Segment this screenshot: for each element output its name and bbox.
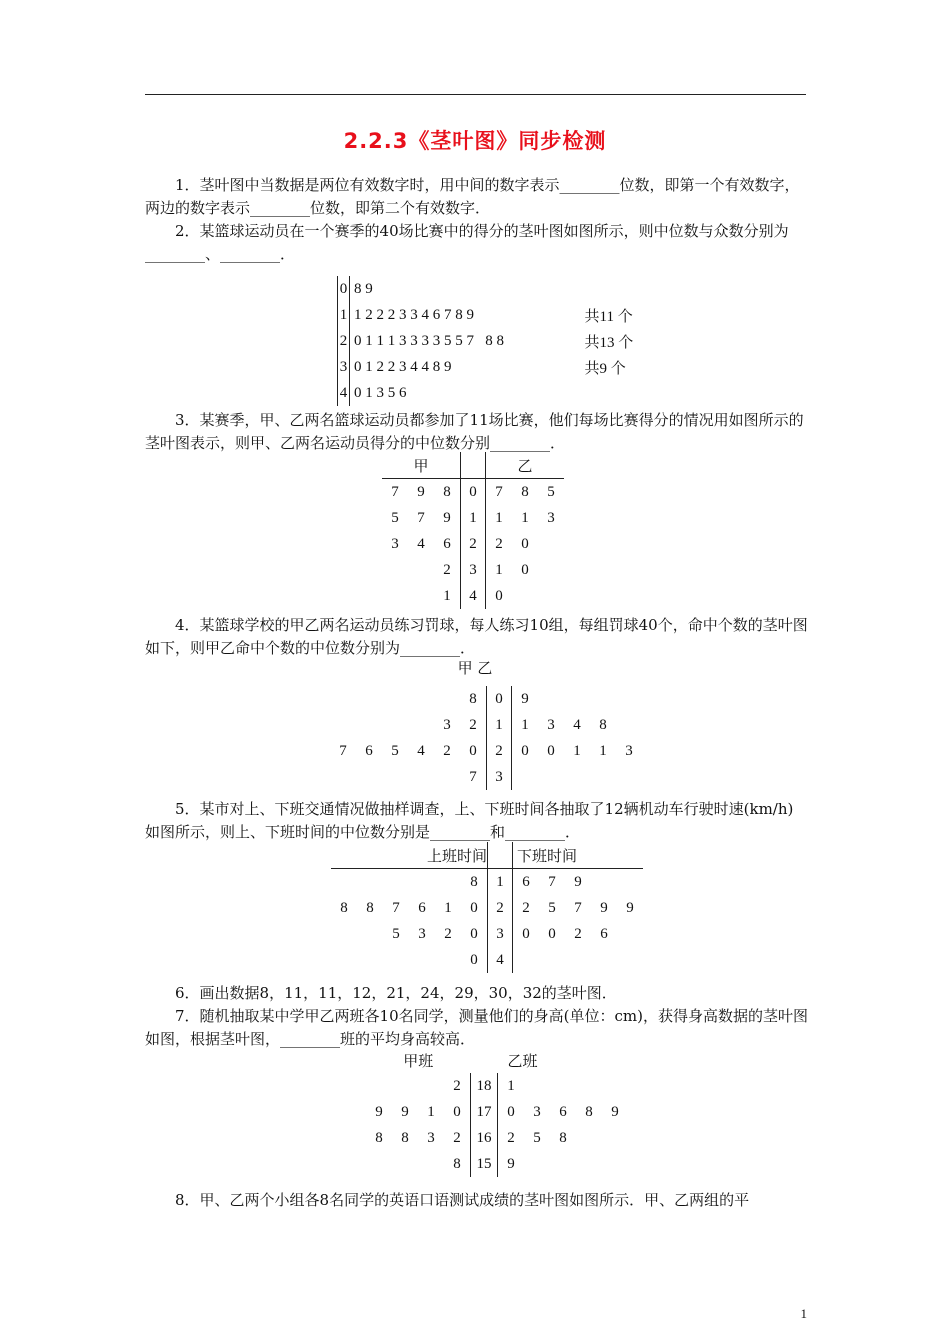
left-leaf: 1 <box>443 587 451 604</box>
left-leaf <box>408 686 434 712</box>
stem-value: 17 <box>471 1099 498 1125</box>
right-leaf <box>617 947 643 973</box>
left-leaf <box>356 712 382 738</box>
left-leaf: 0 <box>470 951 478 968</box>
stem-value: 1 <box>461 505 486 531</box>
right-leaf: 7 <box>548 873 556 890</box>
left-leaf: 8 <box>366 899 374 916</box>
chart-row <box>338 380 665 406</box>
right-leaf: 0 <box>521 535 529 552</box>
left-leaf <box>366 1151 392 1177</box>
left-leaf <box>418 1073 444 1099</box>
chart-row <box>366 1073 628 1099</box>
left-leaf <box>418 1151 444 1177</box>
left-leaf <box>330 712 356 738</box>
chart-row <box>382 505 564 531</box>
leaf-count: 共9 个 <box>584 360 626 377</box>
leaf-values: 0 1 1 1 3 3 3 3 5 5 7 8 8 <box>354 332 504 349</box>
left-leaf: 0 <box>470 899 478 916</box>
stem-value: 0 <box>487 686 512 712</box>
right-leaf: 8 <box>585 1103 593 1120</box>
right-leaf: 2 <box>574 925 582 942</box>
left-leaf: 2 <box>453 1077 461 1094</box>
right-leaf: 0 <box>548 925 556 942</box>
chart-row <box>366 1099 628 1125</box>
stem-value: 0 <box>338 276 350 302</box>
question-8: 8．甲、乙两个小组各8名同学的英语口语测试成绩的茎叶图如图所示．甲、乙两组的平 <box>175 1191 750 1209</box>
leaf-values: 1 2 2 2 3 3 4 6 7 8 9 <box>354 306 474 323</box>
chart-row <box>331 947 643 973</box>
left-leaf <box>408 557 434 583</box>
left-leaf: 2 <box>443 742 451 759</box>
right-leaf <box>602 1125 628 1151</box>
left-leaf: 7 <box>392 899 400 916</box>
right-leaf <box>616 764 642 790</box>
chart-row <box>382 531 564 557</box>
leaf-values: 0 1 2 2 3 4 4 8 9 <box>354 358 452 375</box>
right-leaf: 2 <box>522 899 530 916</box>
right-leaf <box>538 531 564 557</box>
stem-value: 16 <box>471 1125 498 1151</box>
chart-row <box>382 583 564 609</box>
chart-row <box>331 895 643 921</box>
left-leaf: 8 <box>340 899 348 916</box>
right-leaf: 1 <box>495 509 503 526</box>
chart-row <box>338 328 665 354</box>
left-leaf: 4 <box>417 535 425 552</box>
right-leaf <box>513 947 540 973</box>
right-leaf: 6 <box>522 873 530 890</box>
left-leaf: 6 <box>443 535 451 552</box>
chart-row <box>330 764 642 790</box>
right-leaf: 9 <box>507 1155 515 1172</box>
left-leaf <box>408 712 434 738</box>
left-leaf <box>330 686 356 712</box>
left-group-label: 甲班 <box>403 1053 434 1070</box>
left-leaf <box>382 712 408 738</box>
left-leaf <box>434 764 460 790</box>
chart-row <box>338 302 665 328</box>
left-leaf <box>356 764 382 790</box>
question-3: 3．某赛季，甲、乙两名篮球运动员都参加了11场比赛，他们每场比赛得分的情况用如图所示的茎叶图表示，则甲、乙两名运动员得分的中位数分别________． <box>145 411 804 452</box>
left-leaf: 7 <box>391 483 399 500</box>
chart-q4-header: 甲 乙 <box>457 659 493 677</box>
left-leaf: 8 <box>453 1155 461 1172</box>
stem-leaf-chart-q3 <box>382 452 564 609</box>
right-leaf: 0 <box>522 925 530 942</box>
right-leaf: 0 <box>521 561 529 578</box>
left-leaf <box>382 764 408 790</box>
left-leaf: 8 <box>375 1129 383 1146</box>
chart-row <box>331 921 643 947</box>
right-leaf <box>591 869 617 896</box>
left-leaf: 8 <box>470 873 478 890</box>
left-leaf <box>409 947 435 973</box>
right-leaf: 3 <box>625 742 633 759</box>
right-leaf: 2 <box>507 1129 515 1146</box>
right-group-label: 乙 <box>486 452 565 479</box>
stem-value: 3 <box>488 921 513 947</box>
left-leaf: 9 <box>417 483 425 500</box>
left-leaf: 1 <box>444 899 452 916</box>
chart-header-row <box>382 452 564 479</box>
right-leaf: 9 <box>521 690 529 707</box>
left-leaf: 7 <box>417 509 425 526</box>
stem-header <box>461 452 486 479</box>
stem-value: 3 <box>461 557 486 583</box>
left-leaf <box>383 869 409 896</box>
left-leaf: 6 <box>365 742 373 759</box>
left-leaf: 2 <box>469 716 477 733</box>
left-leaf: 2 <box>453 1129 461 1146</box>
left-leaf <box>357 947 383 973</box>
left-leaf <box>435 947 461 973</box>
right-leaf: 3 <box>547 716 555 733</box>
right-leaf: 9 <box>600 899 608 916</box>
right-leaf <box>590 764 616 790</box>
left-leaf: 8 <box>469 690 477 707</box>
leaf-count <box>585 276 665 302</box>
stem-leaf-chart-q2 <box>337 276 665 406</box>
stem-value: 3 <box>487 764 512 790</box>
left-leaf: 4 <box>417 742 425 759</box>
left-leaf <box>356 686 382 712</box>
question-7: 7．随机抽取某中学甲乙两班各10名同学，测量他们的身高(单位：cm)，获得身高数据的茎叶图如图，根据茎叶图，________班的平均身高较高． <box>145 1007 808 1048</box>
leaf-values: 0 1 3 5 6 <box>354 384 407 401</box>
chart-row <box>382 557 564 583</box>
chart-row <box>338 354 665 380</box>
stem-value: 15 <box>471 1151 498 1177</box>
stem-value: 2 <box>488 895 513 921</box>
right-leaf <box>524 1073 550 1099</box>
right-leaf: 6 <box>559 1103 567 1120</box>
left-leaf <box>357 869 383 896</box>
right-leaf: 4 <box>573 716 581 733</box>
right-leaf: 0 <box>495 587 503 604</box>
right-leaf: 1 <box>495 561 503 578</box>
left-leaf: 5 <box>392 925 400 942</box>
left-leaf <box>331 869 357 896</box>
right-leaf <box>616 712 642 738</box>
right-leaf: 8 <box>521 483 529 500</box>
left-leaf <box>382 686 408 712</box>
left-group-label: 甲 <box>382 452 461 479</box>
stem-value: 18 <box>471 1073 498 1099</box>
right-leaf <box>617 921 643 947</box>
right-leaf: 8 <box>559 1129 567 1146</box>
question-1: 1．茎叶图中当数据是两位有效数字时，用中间的数字表示________位数，即第一个有效数字，两边的数字表示________位数，即第二个有效数字． <box>145 176 800 217</box>
right-leaf: 8 <box>599 716 607 733</box>
chart-header-row <box>366 1047 628 1073</box>
right-leaf <box>512 583 538 609</box>
question-6: 6．画出数据8，11，11，12，21，24，29，30，32的茎叶图． <box>175 984 617 1002</box>
right-leaf <box>617 869 643 896</box>
stem-value: 4 <box>461 583 486 609</box>
left-leaf: 5 <box>391 509 399 526</box>
left-leaf <box>382 583 408 609</box>
right-leaf: 1 <box>521 509 529 526</box>
question-5: 5．某市对上、下班交通情况做抽样调查，上、下班时间各抽取了12辆机动车行驶时速(km/h)如图所示，则上、下班时间的中位数分别是________和________． <box>145 800 794 841</box>
right-leaf: 2 <box>495 535 503 552</box>
right-leaf: 7 <box>495 483 503 500</box>
stem-value: 4 <box>488 947 513 973</box>
right-leaf <box>538 557 564 583</box>
right-leaf <box>550 1151 576 1177</box>
right-leaf: 1 <box>573 742 581 759</box>
chart-row <box>338 276 665 302</box>
right-leaf: 7 <box>574 899 582 916</box>
left-leaf <box>435 869 461 896</box>
chart-row <box>330 738 642 764</box>
left-group-label: 上班时间 <box>331 842 488 869</box>
stem-value: 2 <box>338 328 350 354</box>
right-group-label: 下班时间 <box>513 842 644 869</box>
stem-leaf-chart-q5 <box>331 842 643 973</box>
right-leaf: 5 <box>533 1129 541 1146</box>
left-leaf <box>330 764 356 790</box>
right-leaf <box>591 947 617 973</box>
left-leaf <box>408 583 434 609</box>
right-leaf <box>550 1073 576 1099</box>
left-leaf: 3 <box>418 925 426 942</box>
right-leaf <box>616 686 642 712</box>
question-4: 4．某篮球学校的甲乙两名运动员练习罚球，每人练习10组，每组罚球40个，命中个数的茎叶图如下，则甲乙命中个数的中位数分别为________． <box>145 616 808 657</box>
chart-row <box>331 869 643 896</box>
left-leaf: 3 <box>443 716 451 733</box>
page-title: 2.2.3《茎叶图》同步检测 <box>343 129 607 153</box>
stem-leaf-chart-q7 <box>366 1047 628 1177</box>
left-leaf: 8 <box>443 483 451 500</box>
left-leaf: 9 <box>443 509 451 526</box>
left-leaf: 2 <box>443 561 451 578</box>
page-number: 1 <box>800 1306 807 1321</box>
right-leaf <box>524 1151 550 1177</box>
left-leaf: 1 <box>427 1103 435 1120</box>
right-leaf <box>538 764 564 790</box>
left-leaf: 9 <box>375 1103 383 1120</box>
left-leaf: 7 <box>469 768 477 785</box>
left-leaf <box>408 764 434 790</box>
right-leaf <box>538 686 564 712</box>
left-leaf: 9 <box>401 1103 409 1120</box>
right-leaf <box>512 764 539 790</box>
right-leaf <box>590 686 616 712</box>
right-leaf: 0 <box>521 742 529 759</box>
stem-value: 0 <box>461 479 486 506</box>
left-leaf: 0 <box>470 925 478 942</box>
right-group-label: 乙班 <box>507 1053 538 1070</box>
left-leaf <box>409 869 435 896</box>
left-leaf: 6 <box>418 899 426 916</box>
left-leaf <box>331 921 357 947</box>
right-leaf: 1 <box>599 742 607 759</box>
right-leaf: 0 <box>547 742 555 759</box>
right-leaf: 1 <box>521 716 529 733</box>
header-rule <box>145 94 806 95</box>
left-leaf: 3 <box>391 535 399 552</box>
left-leaf <box>331 947 357 973</box>
right-leaf <box>576 1125 602 1151</box>
stem-header <box>471 1047 498 1073</box>
right-leaf: 9 <box>626 899 634 916</box>
right-leaf <box>538 583 564 609</box>
right-leaf: 6 <box>600 925 608 942</box>
left-leaf <box>366 1073 392 1099</box>
left-leaf: 0 <box>453 1103 461 1120</box>
right-leaf <box>565 947 591 973</box>
stem-value: 3 <box>338 354 350 380</box>
right-leaf <box>564 764 590 790</box>
right-leaf <box>576 1151 602 1177</box>
leaf-values: 8 9 <box>354 280 373 297</box>
stem-value: 1 <box>338 302 350 328</box>
left-leaf <box>383 947 409 973</box>
right-leaf <box>602 1073 628 1099</box>
chart-row <box>366 1151 628 1177</box>
left-leaf: 7 <box>339 742 347 759</box>
stem-value: 4 <box>338 380 350 406</box>
stem-leaf-chart-q4 <box>330 686 642 790</box>
left-leaf <box>357 921 383 947</box>
question-2: 2．某篮球运动员在一个赛季的40场比赛中的得分的茎叶图如图所示，则中位数与众数分别为________、________． <box>145 222 789 263</box>
chart-header-row <box>331 842 643 869</box>
left-leaf: 8 <box>401 1129 409 1146</box>
right-leaf: 9 <box>574 873 582 890</box>
stem-value: 2 <box>487 738 512 764</box>
right-leaf: 0 <box>507 1103 515 1120</box>
left-leaf: 0 <box>469 742 477 759</box>
chart-row <box>382 479 564 506</box>
stem-value: 1 <box>487 712 512 738</box>
left-leaf <box>434 686 460 712</box>
right-leaf: 5 <box>547 483 555 500</box>
right-leaf <box>602 1151 628 1177</box>
stem-value: 1 <box>488 869 513 896</box>
stem-value: 2 <box>461 531 486 557</box>
stem-header <box>488 842 513 869</box>
left-leaf <box>392 1073 418 1099</box>
right-leaf: 3 <box>533 1103 541 1120</box>
right-leaf: 5 <box>548 899 556 916</box>
leaf-count <box>585 380 665 406</box>
left-leaf <box>382 557 408 583</box>
right-leaf <box>576 1073 602 1099</box>
right-leaf: 1 <box>507 1077 515 1094</box>
chart-row <box>366 1125 628 1151</box>
right-leaf <box>564 686 590 712</box>
left-leaf <box>392 1151 418 1177</box>
leaf-count: 共13 个 <box>584 334 634 351</box>
right-leaf: 9 <box>611 1103 619 1120</box>
chart-row <box>330 686 642 712</box>
leaf-count: 共11 个 <box>584 308 633 325</box>
left-leaf: 3 <box>427 1129 435 1146</box>
right-leaf <box>539 947 565 973</box>
left-leaf: 5 <box>391 742 399 759</box>
right-leaf: 3 <box>547 509 555 526</box>
chart-row <box>330 712 642 738</box>
left-leaf: 2 <box>444 925 452 942</box>
